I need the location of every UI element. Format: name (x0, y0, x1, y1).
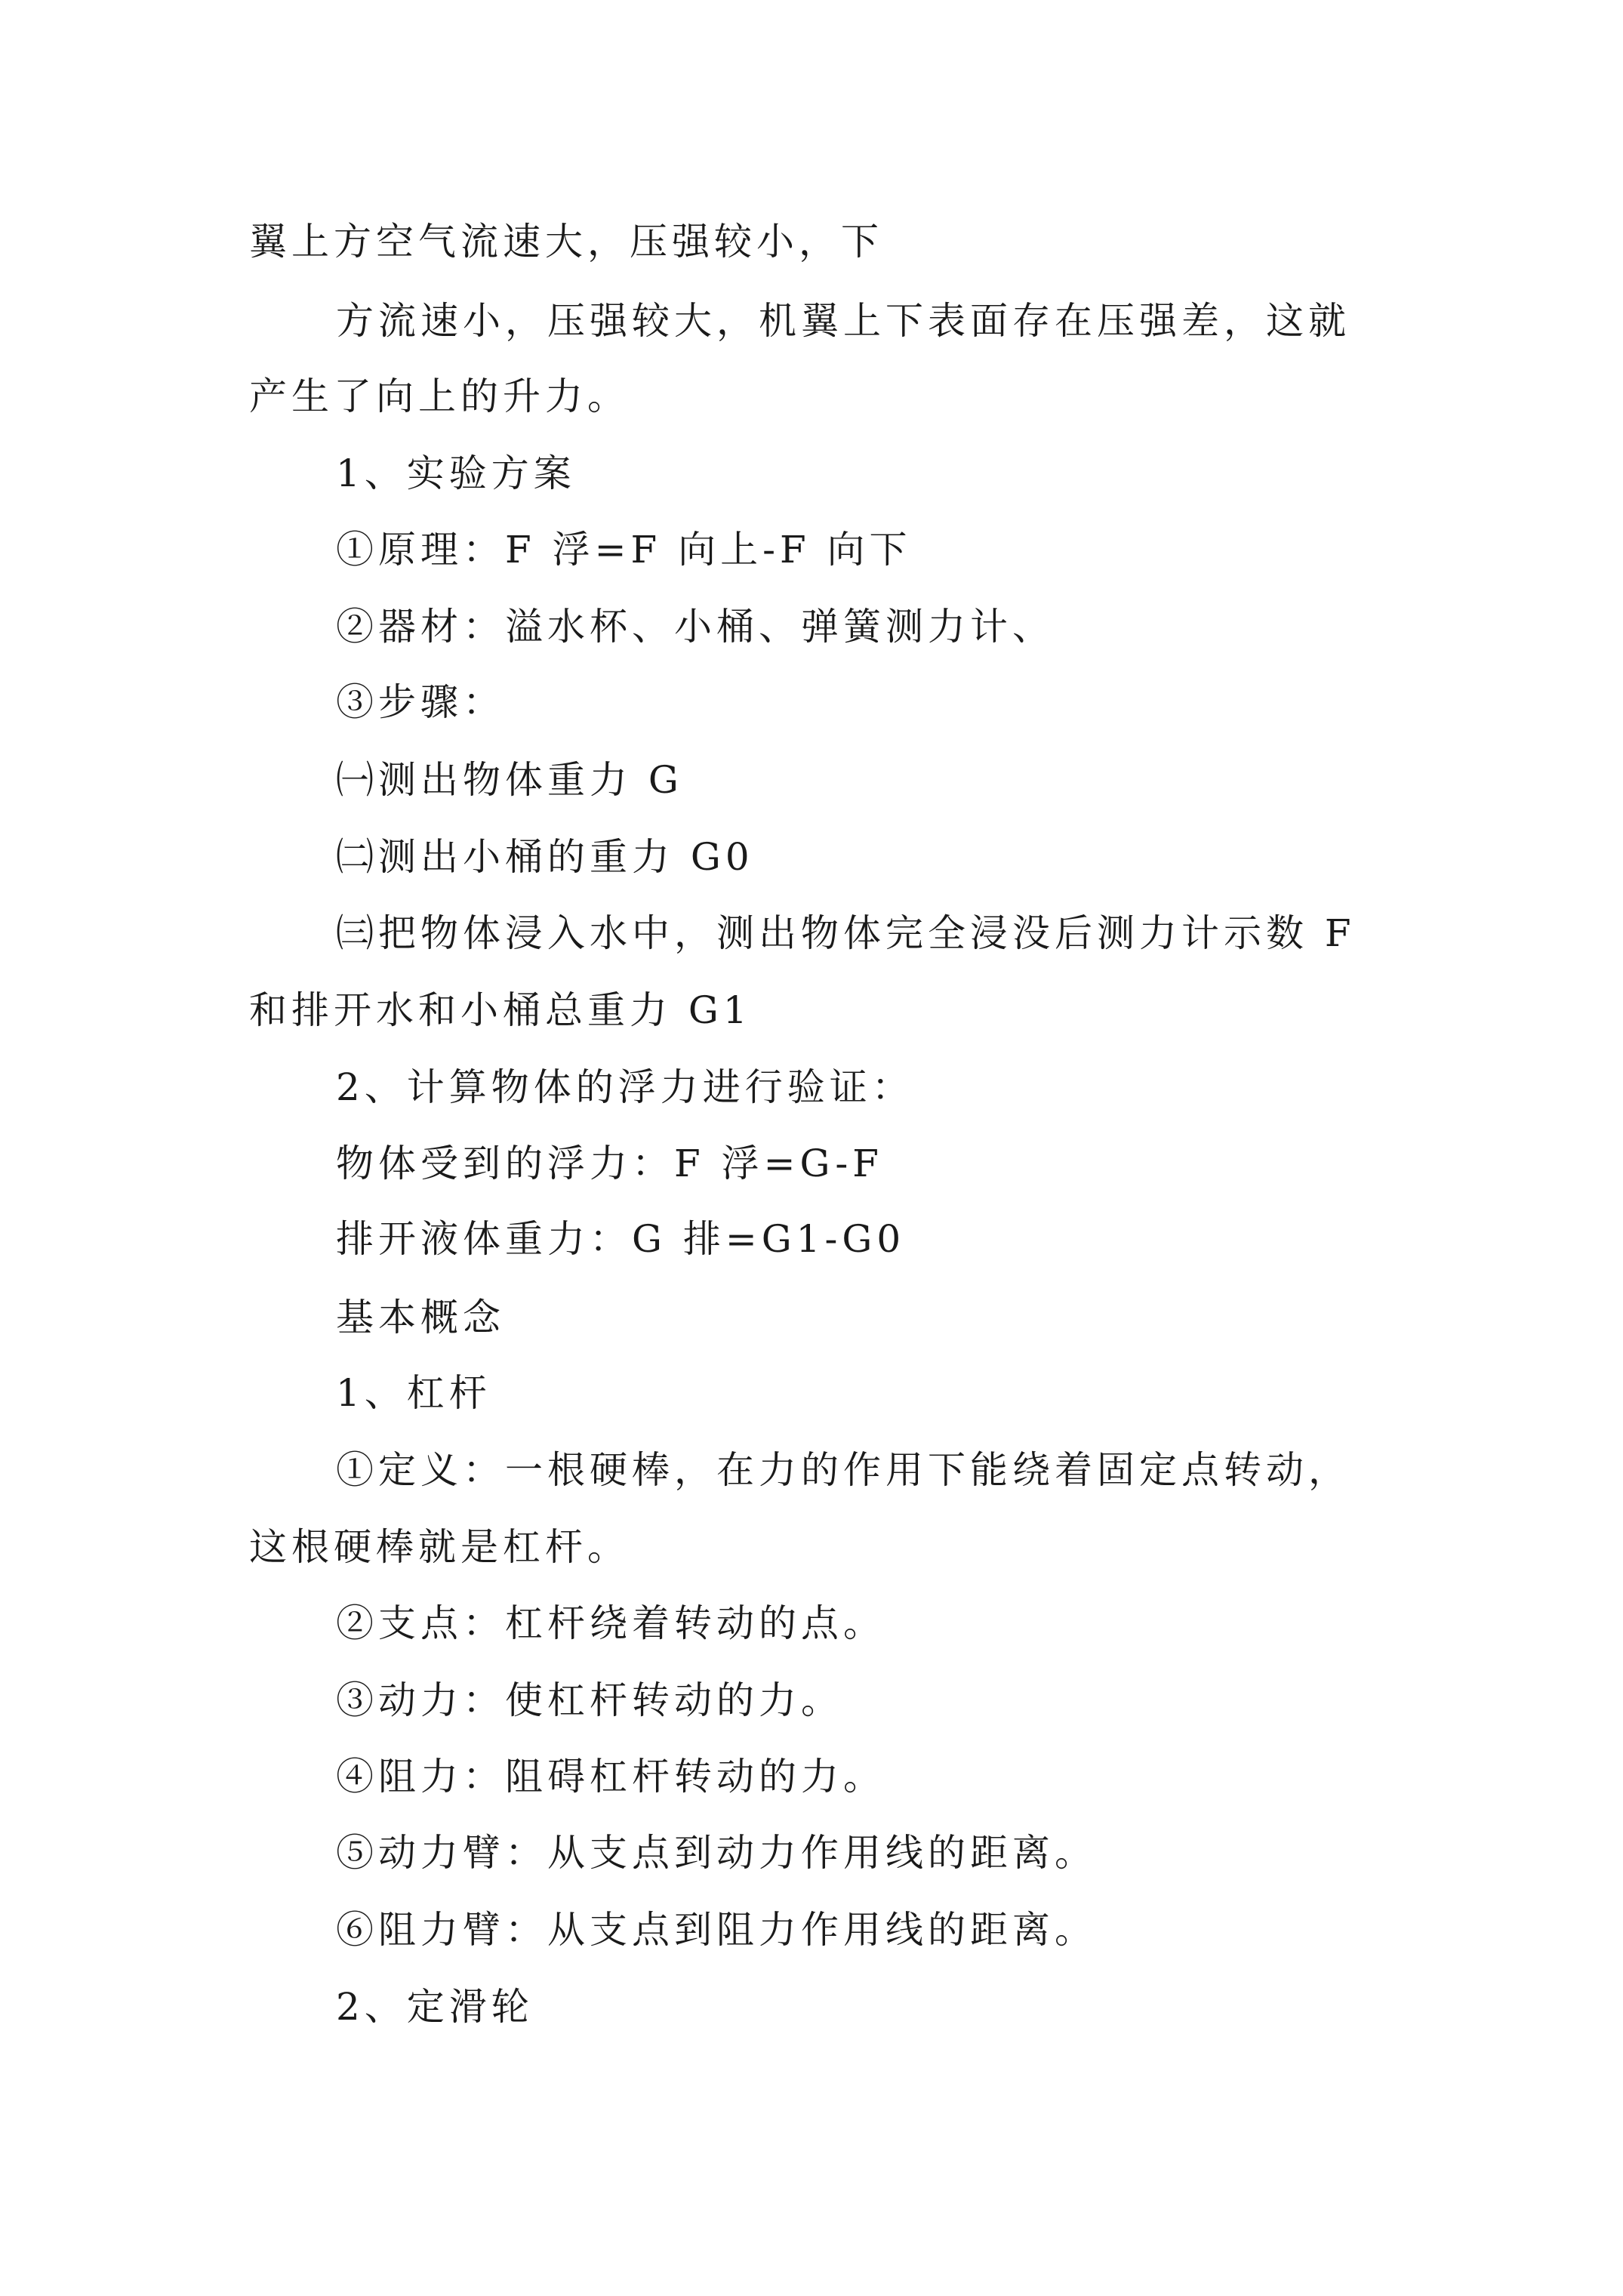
text-line: 这根硬棒就是杠杆。 (249, 1525, 630, 1569)
text-line: 方流速小，压强较大，机翼上下表面存在压强差，这就 (336, 299, 1350, 343)
text-line: ㈠测出物体重力 G (336, 758, 683, 802)
section-heading: 2、定滑轮 (336, 1985, 534, 2029)
text-line: ⑥阻力臂：从支点到阻力作用线的距离。 (336, 1908, 1097, 1952)
text-line: ③步骤： (336, 680, 505, 724)
text-line: ㈢把物体浸入水中，测出物体完全浸没后测力计示数 F (336, 911, 1356, 955)
text-line: 排开液体重力：G 排=G1-G0 (336, 1217, 906, 1261)
text-line: ②支点：杠杆绕着转动的点。 (336, 1601, 885, 1645)
section-heading: 1、实验方案 (336, 451, 576, 495)
text-line: 产生了向上的升力。 (249, 374, 630, 418)
text-line: ㈡测出小桶的重力 G0 (336, 835, 754, 879)
text-line: ①原理：F 浮=F 向上-F 向下 (336, 528, 912, 572)
text-line: ②器材：溢水杯、小桶、弹簧测力计、 (336, 605, 1055, 649)
section-heading: 基本概念 (336, 1296, 505, 1339)
text-line: ①定义：一根硬棒，在力的作用下能绕着固定点转动， (336, 1448, 1350, 1492)
text-line: ⑤动力臂：从支点到动力作用线的距离。 (336, 1831, 1097, 1875)
section-heading: 2、计算物体的浮力进行验证： (336, 1065, 914, 1109)
text-line: ④阻力：阻碍杠杆转动的力。 (336, 1755, 885, 1798)
section-heading: 1、杠杆 (336, 1371, 491, 1415)
text-line: 翼上方空气流速大，压强较小，下 (249, 220, 883, 264)
text-line: 和排开水和小桶总重力 G1 (249, 988, 752, 1032)
text-line: ③动力：使杠杆转动的力。 (336, 1678, 843, 1722)
text-line: 物体受到的浮力：F 浮=G-F (336, 1142, 883, 1185)
